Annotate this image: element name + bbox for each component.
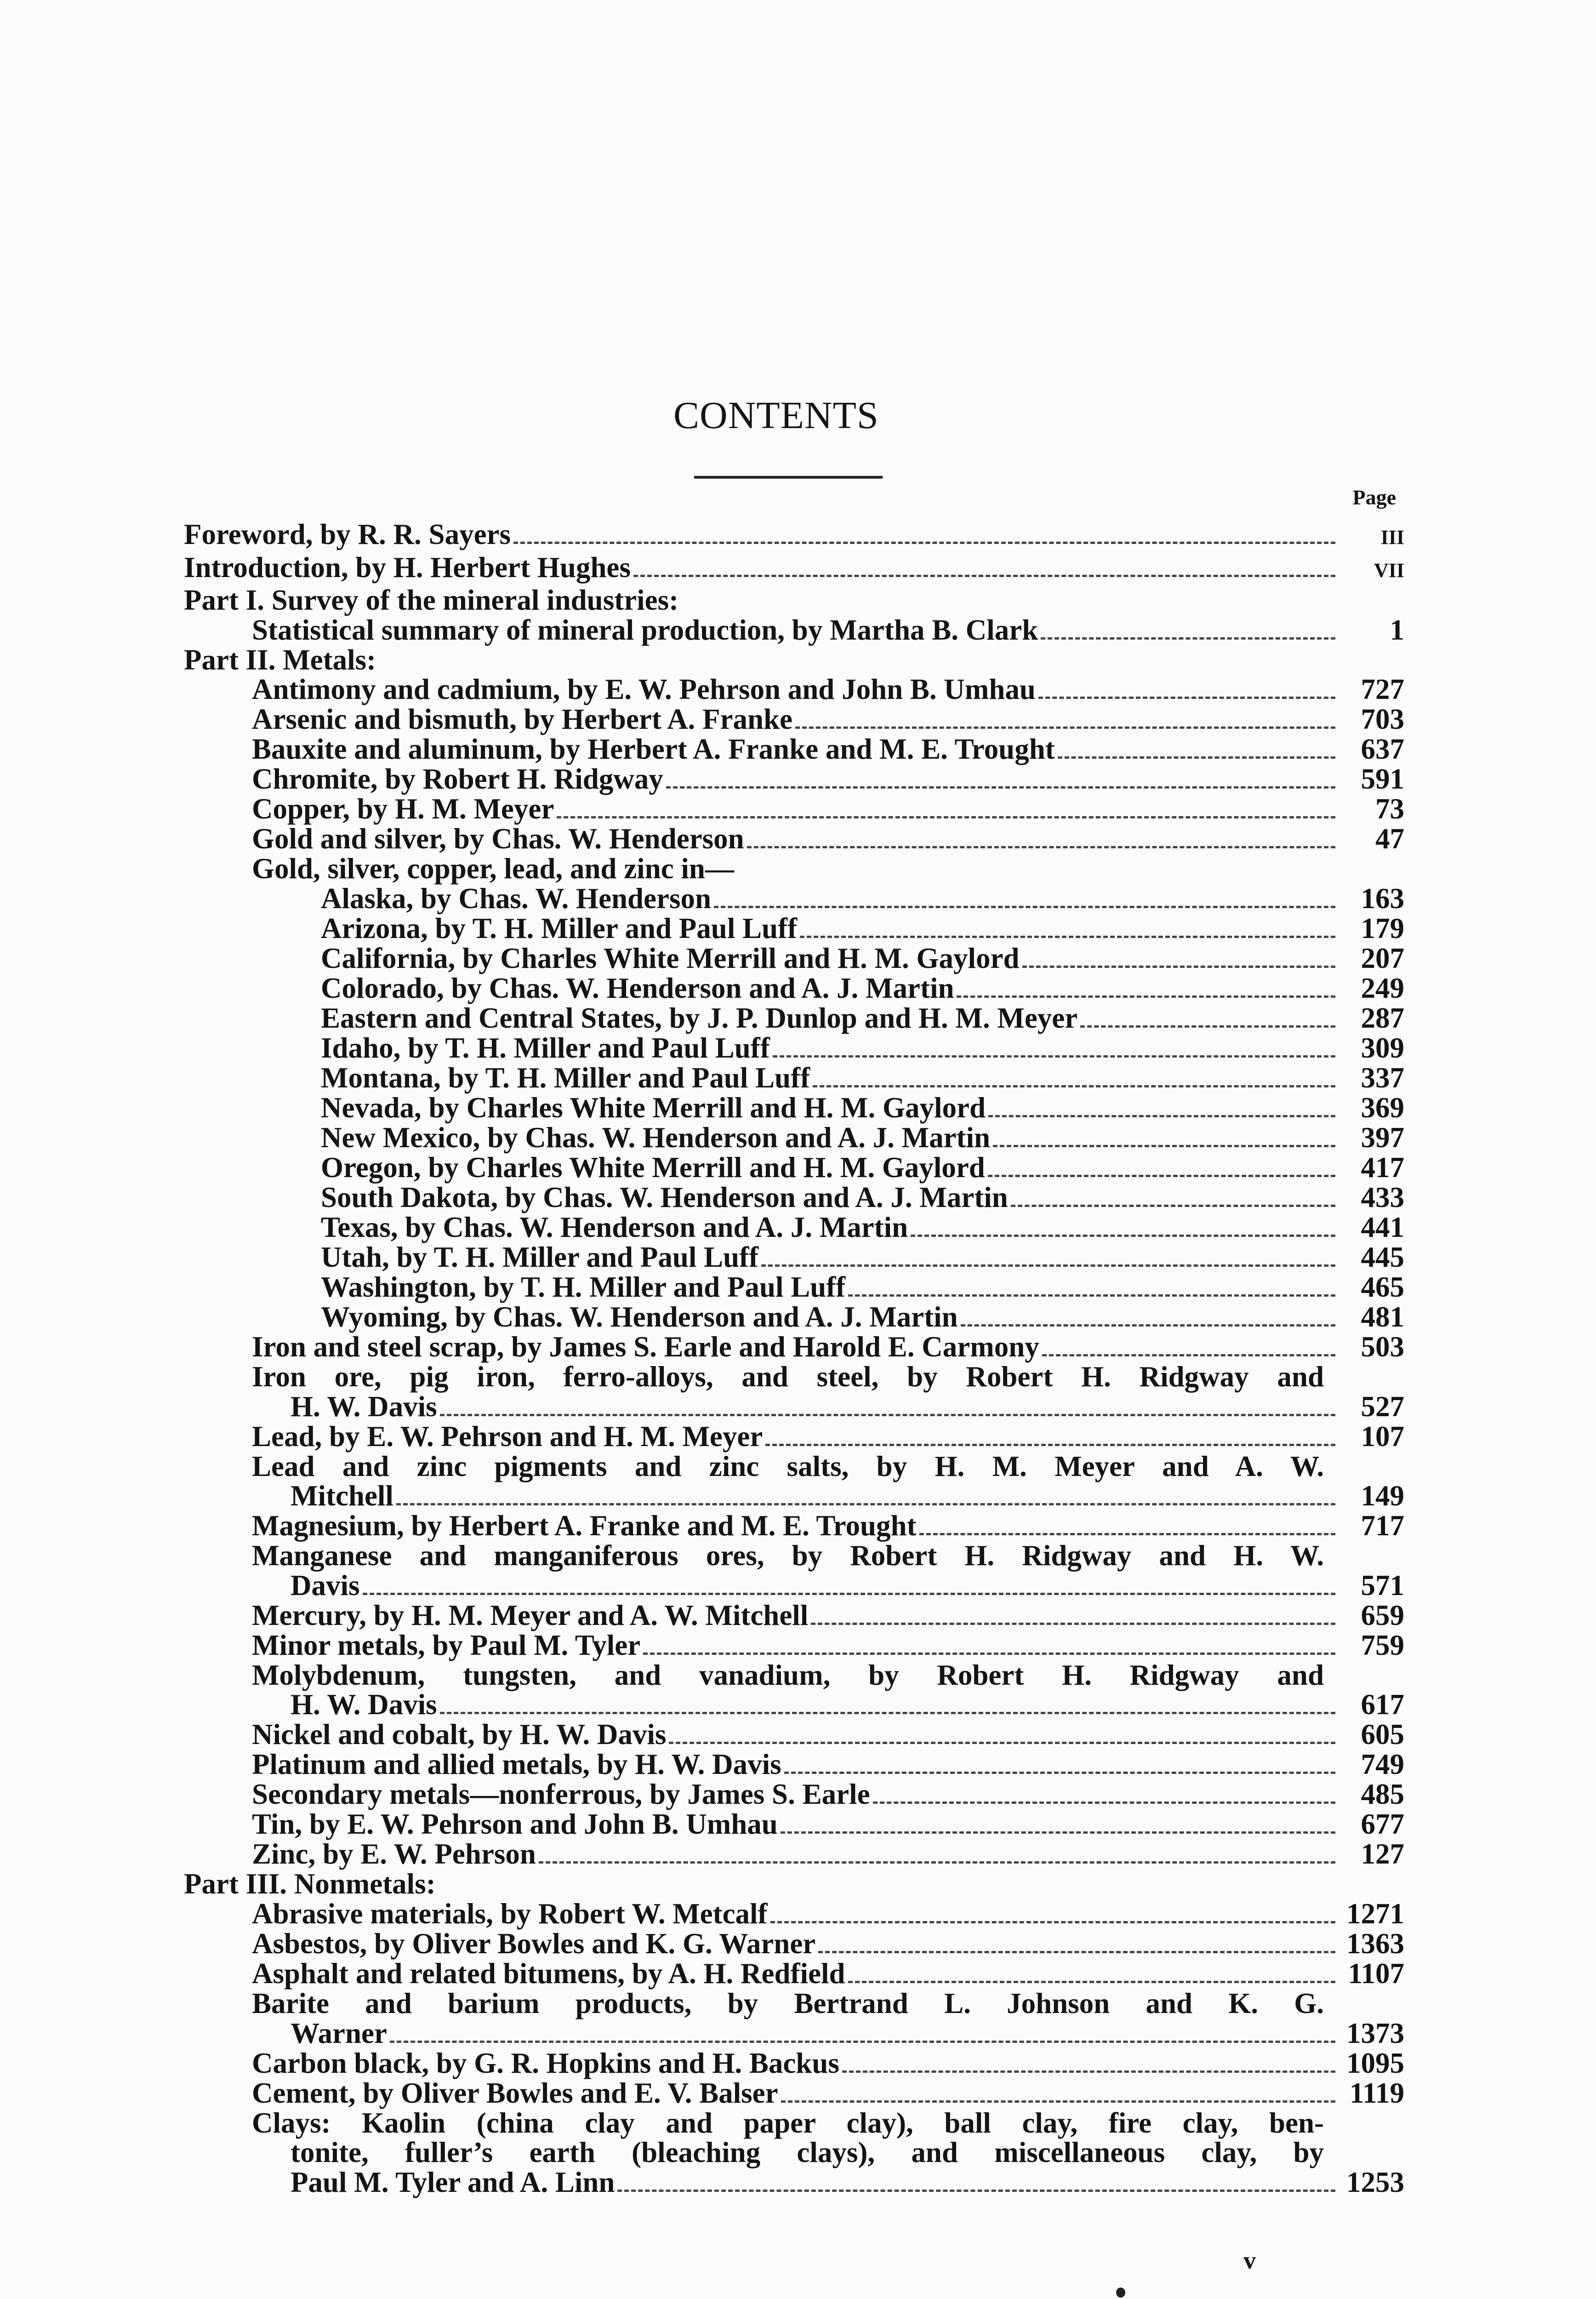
toc-page-number: 617	[1361, 1688, 1404, 1721]
toc-entry-title: Abrasive materials, by Robert W. Metcalf	[252, 1897, 768, 1930]
toc-entry[interactable]	[184, 1601, 1404, 1630]
toc-entry[interactable]	[184, 1959, 1404, 1989]
dot-leader	[1080, 1025, 1335, 1028]
toc-entry-barite[interactable]	[184, 2019, 1404, 2048]
toc-entry-lead-zinc-line1[interactable]: Lead and zinc pigments and zinc salts, by H. M. Meyer and A. W.	[252, 1450, 1324, 1482]
toc-entry-title: Platinum and allied metals, by H. W. Davis	[252, 1748, 781, 1781]
dot-leader	[643, 1653, 1335, 1655]
states-list	[184, 884, 1404, 1332]
toc-entry[interactable]	[184, 704, 1404, 734]
toc-page-number: 47	[1375, 823, 1404, 855]
toc-entry-title: Chromite, by Robert H. Ridgway	[252, 763, 663, 795]
dot-leader	[784, 1772, 1335, 1774]
toc-entry-title: Zinc, by E. W. Pehrson	[252, 1838, 536, 1870]
dot-leader	[1058, 756, 1335, 759]
toc-page-number: 1363	[1346, 1927, 1404, 1960]
toc-page-number: 433	[1361, 1181, 1404, 1213]
toc-page-number: 287	[1361, 1001, 1404, 1034]
dot-leader	[669, 1742, 1335, 1744]
toc-page-number: 107	[1361, 1420, 1404, 1453]
dot-leader	[781, 2100, 1335, 2103]
toc-entry-molybdenum[interactable]	[184, 1690, 1404, 1720]
toc-entry-title: Mercury, by H. M. Meyer and A. W. Mitchell	[252, 1599, 809, 1631]
toc-entry[interactable]	[184, 1302, 1404, 1332]
dot-leader	[795, 726, 1335, 729]
toc-page-number: 759	[1361, 1629, 1404, 1661]
toc-page-number: 481	[1361, 1300, 1404, 1333]
toc-entry-introduction[interactable]	[184, 553, 1404, 586]
dot-leader	[513, 542, 1335, 544]
toc-entry-title: Introduction, by H. Herbert Hughes	[184, 551, 631, 583]
toc-page-number: 441	[1361, 1211, 1404, 1243]
toc-entry-lead[interactable]	[184, 1422, 1404, 1452]
dot-leader	[911, 1235, 1335, 1237]
toc-entry-title: H. W. Davis	[291, 1688, 437, 1721]
toc-entry-lead-zinc[interactable]	[184, 1481, 1404, 1511]
toc-entry[interactable]	[184, 794, 1404, 824]
toc-entry-title: Tin, by E. W. Pehrson and John B. Umhau	[252, 1808, 778, 1841]
toc-page-number: 337	[1361, 1061, 1404, 1094]
dot-leader	[813, 1085, 1335, 1087]
toc-page-number: VII	[1374, 559, 1404, 582]
toc-page-number: 503	[1361, 1330, 1404, 1363]
toc-entry-title: Oregon, by Charles White Merrill and H. M. Gaylord	[321, 1151, 985, 1184]
dot-leader	[818, 1951, 1335, 1953]
toc-entry-title: New Mexico, by Chas. W. Henderson and A. J. Martin	[321, 1121, 991, 1154]
toc-page-number: 527	[1361, 1390, 1404, 1423]
dot-leader	[919, 1533, 1335, 1535]
toc-entry-title: Montana, by T. H. Miller and Paul Luff	[321, 1061, 810, 1094]
toc-entry-title: Lead, by E. W. Pehrson and H. M. Meyer	[252, 1420, 763, 1453]
dot-leader	[848, 1981, 1335, 1983]
part-3-list-b	[184, 2048, 1404, 2108]
dot-leader	[957, 995, 1335, 998]
part-3-list-a	[184, 1899, 1404, 1989]
toc-entry-title: Alaska, by Chas. W. Henderson	[321, 882, 711, 915]
toc-entry-title: Cement, by Oliver Bowles and E. V. Balser	[252, 2076, 778, 2109]
toc-entry-title: Wyoming, by Chas. W. Henderson and A. J. Martin	[321, 1300, 958, 1333]
toc-entry-title: Arizona, by T. H. Miller and Paul Luff	[321, 912, 798, 944]
toc-page-number: 485	[1361, 1778, 1404, 1811]
toc-entry-manganese-line1[interactable]: Manganese and manganiferous ores, by Robert H. Ridgway and H. W.	[252, 1539, 1324, 1572]
dot-leader	[765, 1444, 1335, 1446]
toc-entry-title: California, by Charles White Merrill and H. M. Gaylord	[321, 942, 1020, 974]
toc-page-number: 605	[1361, 1718, 1404, 1751]
toc-page-number: 1253	[1346, 2166, 1404, 2198]
toc-entry-title: Carbon black, by G. R. Hopkins and H. Backus	[252, 2047, 839, 2079]
toc-entry-title: Washington, by T. H. Miller and Paul Luff	[321, 1270, 846, 1303]
toc-page-number: 659	[1361, 1599, 1404, 1631]
toc-entry-molybdenum-line1[interactable]: Molybdenum, tungsten, and vanadium, by Robert H. Ridgway and	[252, 1658, 1324, 1691]
dot-leader	[539, 1861, 1335, 1864]
toc-entry-clays-line2[interactable]: tonite, fuller’s earth (bleaching clays), and miscellaneous clay, by	[291, 2136, 1324, 2169]
toc-page-number: 749	[1361, 1748, 1404, 1781]
toc-entry[interactable]	[184, 1630, 1404, 1660]
dot-leader	[842, 2070, 1335, 2073]
dot-leader	[781, 1831, 1335, 1834]
dot-leader	[440, 1712, 1335, 1714]
toc-entry-title: Davis	[291, 1569, 360, 1601]
toc-entry-title: Gold and silver, by Chas. W. Henderson	[252, 823, 744, 855]
toc-entry[interactable]	[184, 1003, 1404, 1033]
toc-entry-manganese[interactable]	[184, 1571, 1404, 1601]
gold-silver-subheading: Gold, silver, copper, lead, and zinc in—	[252, 852, 734, 885]
toc-entry[interactable]	[184, 1033, 1404, 1063]
toc-entry[interactable]	[184, 675, 1404, 704]
toc-page-number: III	[1380, 526, 1404, 549]
toc-entry-title: Mitchell	[291, 1480, 393, 1512]
toc-entry-title: South Dakota, by Chas. W. Henderson and A. J. Martin	[321, 1181, 1008, 1213]
dot-leader	[988, 1115, 1335, 1117]
toc-entry[interactable]	[184, 824, 1404, 854]
dot-leader	[873, 1801, 1335, 1804]
toc-page-number: 149	[1361, 1480, 1404, 1512]
dot-leader	[1041, 637, 1335, 640]
toc-entry[interactable]	[184, 944, 1404, 973]
toc-entry-title: Idaho, by T. H. Miller and Paul Luff	[321, 1031, 770, 1064]
toc-entry-foreword[interactable]	[184, 520, 1404, 553]
ink-blot-mark	[1116, 2288, 1125, 2298]
dot-leader	[714, 906, 1335, 908]
toc-entry[interactable]	[184, 973, 1404, 1003]
toc-entry[interactable]	[184, 1153, 1404, 1183]
toc-entry-title: Bauxite and aluminum, by Herbert A. Franke and M. E. Trought	[252, 733, 1055, 766]
toc-entry-title: Antimony and cadmium, by E. W. Pehrson and John B. Umhau	[252, 673, 1036, 706]
toc-entry-title: H. W. Davis	[291, 1390, 437, 1423]
toc-page-number: 179	[1361, 912, 1404, 944]
toc-page-number: 637	[1361, 733, 1404, 766]
dot-leader	[390, 2041, 1335, 2043]
toc-entry[interactable]	[184, 1929, 1404, 1959]
toc-page-number: 417	[1361, 1151, 1404, 1184]
dot-leader	[1022, 966, 1335, 968]
toc-entry[interactable]	[184, 1809, 1404, 1839]
toc-entry[interactable]	[184, 1779, 1404, 1809]
toc-entry-clays[interactable]	[184, 2167, 1404, 2197]
toc-page-number: 1119	[1349, 2076, 1404, 2109]
toc-page-number: 445	[1361, 1241, 1404, 1273]
toc-page-number: 249	[1361, 972, 1404, 1004]
page-number-footer: v	[1243, 2247, 1256, 2274]
dot-leader	[666, 786, 1335, 789]
toc-entry[interactable]	[184, 734, 1404, 764]
toc-page-number: 571	[1361, 1569, 1404, 1601]
toc-entry-title: Copper, by H. M. Meyer	[252, 793, 554, 825]
toc-entry[interactable]	[184, 1123, 1404, 1153]
part-2-list-c	[184, 1720, 1404, 1869]
toc-page-number: 127	[1361, 1838, 1404, 1870]
part-2-heading: Part II. Metals:	[184, 643, 376, 676]
dot-leader	[363, 1593, 1335, 1595]
toc-page-number: 163	[1361, 882, 1404, 915]
toc-page-number: 677	[1361, 1808, 1404, 1841]
toc-entry-title: Colorado, by Chas. W. Henderson and A. J. Martin	[321, 972, 954, 1004]
dot-leader	[993, 1145, 1335, 1147]
toc-entry-title: Paul M. Tyler and A. Linn	[291, 2166, 615, 2198]
toc-page-number: 1271	[1346, 1897, 1404, 1930]
toc-entry-magnesium[interactable]	[184, 1511, 1404, 1541]
part-1-list	[184, 615, 1404, 645]
toc-entry-title: Warner	[291, 2017, 387, 2049]
toc-entry-title: Minor metals, by Paul M. Tyler	[252, 1629, 641, 1661]
toc-entry[interactable]	[184, 1093, 1404, 1123]
dot-leader	[396, 1503, 1335, 1505]
toc-page-number: 465	[1361, 1270, 1404, 1303]
toc-entry-title: Asphalt and related bitumens, by A. H. Redfield	[252, 1957, 845, 1990]
table-of-contents	[184, 520, 1404, 2197]
toc-page-number: 309	[1361, 1031, 1404, 1064]
part-1-heading: Part I. Survey of the mineral industries:	[184, 584, 679, 617]
toc-page-number: 207	[1361, 942, 1404, 974]
toc-page-number: 703	[1361, 703, 1404, 736]
toc-page-number: 1373	[1346, 2017, 1404, 2049]
toc-entry-iron-ore-line1[interactable]: Iron ore, pig iron, ferro-alloys, and steel, by Robert H. Ridgway and	[252, 1360, 1324, 1393]
toc-entry-title: Nevada, by Charles White Merrill and H. M. Gaylord	[321, 1091, 986, 1124]
toc-entry[interactable]	[184, 1272, 1404, 1302]
toc-entry[interactable]	[184, 1839, 1404, 1869]
part-2-list-a	[184, 675, 1404, 854]
toc-entry-title: Arsenic and bismuth, by Herbert A. Franke	[252, 703, 793, 736]
part-2-list-b	[184, 1601, 1404, 1660]
toc-page-number: 727	[1361, 673, 1404, 706]
toc-page-number: 1	[1390, 613, 1404, 646]
dot-leader	[770, 1921, 1335, 1923]
toc-entry-title: Foreword, by R. R. Sayers	[184, 518, 511, 550]
heading-rule	[694, 476, 883, 479]
toc-entry-iron-ore[interactable]	[184, 1392, 1404, 1422]
toc-page-number: 73	[1375, 793, 1404, 825]
dot-leader	[761, 1264, 1335, 1267]
toc-entry[interactable]	[184, 884, 1404, 914]
part-3-heading: Part III. Nonmetals:	[184, 1868, 436, 1900]
toc-entry[interactable]	[184, 1899, 1404, 1929]
toc-entry-clays-line1[interactable]: Clays: Kaolin (china clay and paper clay), ball clay, fire clay, ben-	[252, 2106, 1324, 2139]
toc-entry[interactable]	[184, 1242, 1404, 1272]
toc-page-number: 369	[1361, 1091, 1404, 1124]
toc-entry-title: Asbestos, by Oliver Bowles and K. G. Warner	[252, 1927, 816, 1960]
dot-leader	[800, 936, 1335, 938]
toc-page-number: 591	[1361, 763, 1404, 795]
dot-leader	[1038, 697, 1335, 699]
toc-entry[interactable]	[184, 1720, 1404, 1750]
dot-leader	[1011, 1205, 1335, 1207]
dot-leader	[988, 1175, 1335, 1177]
dot-leader	[961, 1324, 1335, 1327]
toc-entry-barite-line1[interactable]: Barite and barium products, by Bertrand L. Johnson and K. G.	[252, 1987, 1324, 2019]
toc-entry-title: Nickel and cobalt, by H. W. Davis	[252, 1718, 667, 1751]
toc-entry[interactable]	[184, 2078, 1404, 2108]
toc-entry-title: Magnesium, by Herbert A. Franke and M. E. Trought	[252, 1510, 917, 1542]
dot-leader	[1042, 1354, 1335, 1356]
toc-entry-title: Secondary metals—nonferrous, by James S. Earle	[252, 1778, 870, 1811]
toc-page-number: 1107	[1348, 1957, 1404, 1990]
dot-leader	[633, 575, 1335, 577]
dot-leader	[557, 816, 1335, 818]
toc-entry-title: Utah, by T. H. Miller and Paul Luff	[321, 1241, 759, 1273]
toc-entry[interactable]	[184, 1183, 1404, 1212]
toc-page-number: 397	[1361, 1121, 1404, 1154]
toc-entry-title: Texas, by Chas. W. Henderson and A. J. Martin	[321, 1211, 908, 1243]
toc-entry[interactable]	[184, 914, 1404, 944]
dot-leader	[848, 1294, 1335, 1297]
toc-entry[interactable]	[184, 1212, 1404, 1242]
toc-page-number: 717	[1361, 1510, 1404, 1542]
dot-leader	[747, 846, 1335, 848]
dot-leader	[617, 2190, 1335, 2192]
dot-leader	[811, 1623, 1335, 1625]
toc-page-number: 1095	[1346, 2047, 1404, 2079]
toc-entry[interactable]	[184, 1063, 1404, 1093]
toc-entry-title: Statistical summary of mineral production, by Martha B. Clark	[252, 613, 1038, 646]
toc-entry[interactable]	[184, 1750, 1404, 1779]
toc-entry[interactable]	[184, 764, 1404, 794]
page-column-label: Page	[1352, 486, 1396, 509]
toc-entry-title: Iron and steel scrap, by James S. Earle and Harold E. Carmony	[252, 1330, 1039, 1363]
toc-entry-title: Eastern and Central States, by J. P. Dunlop and H. M. Meyer	[321, 1001, 1078, 1034]
toc-entry[interactable]	[184, 2048, 1404, 2078]
contents-heading: CONTENTS	[673, 394, 879, 437]
toc-entry[interactable]	[184, 615, 1404, 645]
dot-leader	[773, 1055, 1335, 1058]
dot-leader	[440, 1414, 1335, 1416]
toc-entry-iron-scrap[interactable]	[184, 1332, 1404, 1362]
